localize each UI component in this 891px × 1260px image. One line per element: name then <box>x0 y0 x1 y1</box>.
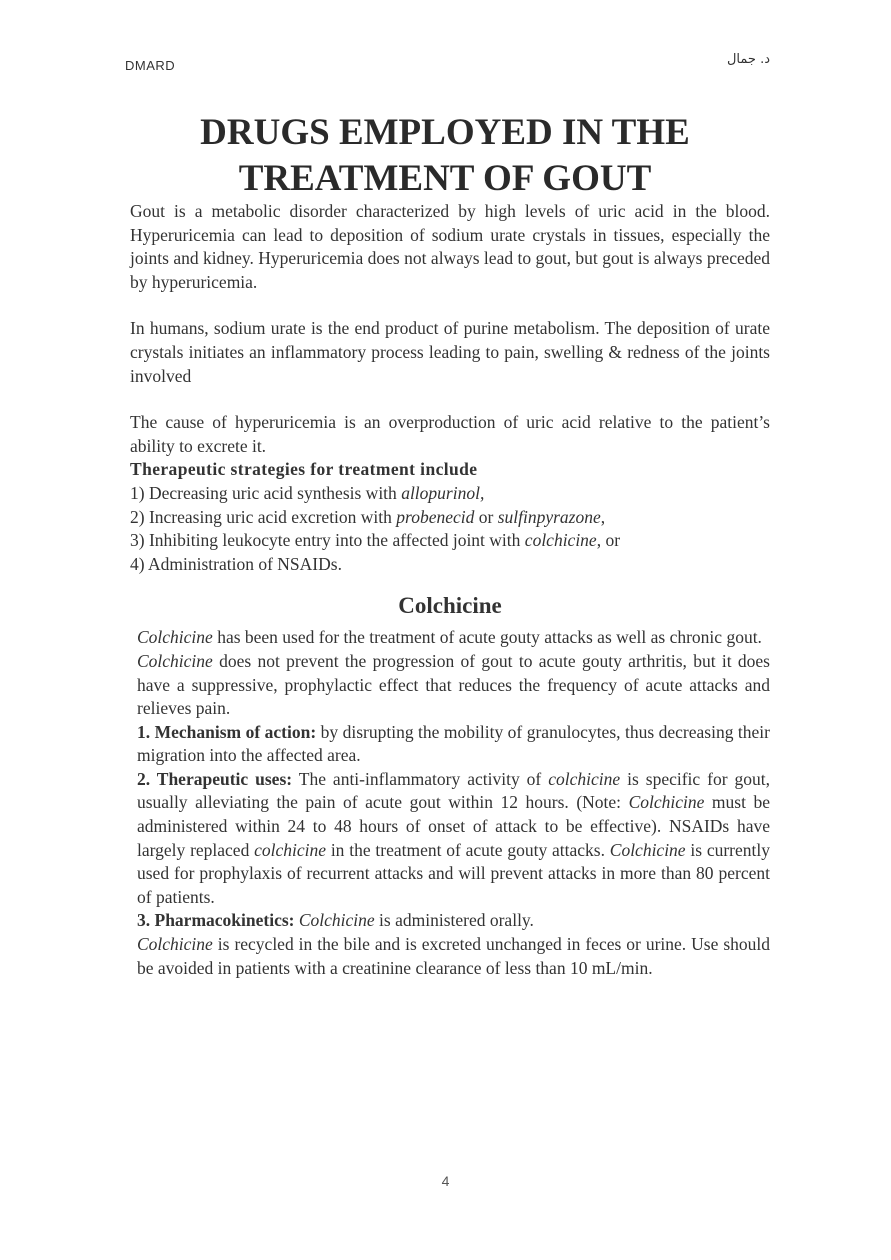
drug-name: Colchicine <box>628 792 705 813</box>
pharmacokinetics-paragraph <box>137 909 770 933</box>
header-author: د. جمال <box>726 52 770 67</box>
colchicine-paragraph-2 <box>137 650 770 721</box>
title-line-2: TREATMENT OF GOUT <box>238 158 652 199</box>
colchicine-heading: Colchicine <box>398 593 502 619</box>
title-line-1: DRUGS EMPLOYED IN THE <box>200 112 690 153</box>
drug-name: Colchicine <box>609 839 686 860</box>
paragraph-text: does not prevent the progression of gout to acute gouty arthritis, but it does have a suppressive, prophylactic effect that reduces the frequency of acute attacks and relieves pain. <box>137 650 770 719</box>
paragraph-text: in the treatment of acute gouty attacks. <box>326 839 610 860</box>
document-body <box>130 200 770 980</box>
page-title <box>100 110 790 202</box>
strategy-item-3 <box>130 529 770 553</box>
strategy-text: 1) Decreasing uric acid synthesis with <box>130 482 402 503</box>
strategy-connector: or <box>474 506 498 527</box>
page-number: 4 <box>441 1173 450 1189</box>
uses-label: 2. Therapeutic uses: <box>137 768 293 789</box>
strategies-heading: Therapeutic strategies for treatment include <box>130 459 478 480</box>
uses-paragraph <box>137 768 770 910</box>
strategy-item-2 <box>130 506 770 530</box>
strategy-item-1 <box>130 482 770 506</box>
intro-paragraph-2: In humans, sodium urate is the end product of purine metabolism. The deposition of urate crystals initiates an inflammatory process leading to pain, swelling & redness of the joints involved <box>130 318 770 386</box>
pharmacokinetics-paragraph-2 <box>137 933 770 980</box>
intro-paragraph-3: The cause of hyperuricemia is an overproduction of uric acid relative to the patient’s ability to excrete it. <box>130 412 770 456</box>
drug-name: Colchicine <box>298 910 375 931</box>
strategy-item-4 <box>130 553 770 577</box>
paragraph-text: is currently used for prophylaxis of recurrent attacks and will prevent attacks in more than 80 percent of patients. <box>137 839 771 907</box>
strategy-tail: , or <box>596 530 621 551</box>
colchicine-paragraph-1 <box>137 626 770 650</box>
header-course-label: DMARD <box>125 58 176 73</box>
paragraph-text: is specific for gout, usually alleviating the pain of acute gout within 12 hours. (Note: <box>137 768 771 813</box>
paragraph-text: is administered orally. <box>374 910 534 931</box>
drug-name: colchicine <box>524 530 597 551</box>
drug-name: sulfinpyrazone <box>497 506 601 527</box>
drug-name: colchicine <box>254 839 327 860</box>
colchicine-section <box>130 626 770 980</box>
drug-name: Colchicine <box>137 627 213 648</box>
strategy-text: 2) Increasing uric acid excretion with <box>130 506 397 527</box>
paragraph-text: is recycled in the bile and is excreted unchanged in feces or urine. Use should be avoided in patients with a creatinine clearance of less than 10 mL/min. <box>137 934 770 978</box>
drug-name: colchicine <box>548 768 621 789</box>
mechanism-label: 1. Mechanism of action: <box>137 721 317 742</box>
drug-name: allopurinol, <box>401 482 485 503</box>
strategy-text: 3) Inhibiting leukocyte entry into the affected joint with <box>130 530 525 551</box>
intro-paragraph-1: Gout is a metabolic disorder characterized by high levels of uric acid in the blood. Hyperuricemia can lead to deposition of sodium urate crystals in tissues, especially the joints and kidney. Hyperuricemia does not always lead to gout, but gout is always preceded by hyperuricemia. <box>130 201 770 292</box>
mechanism-paragraph <box>137 721 770 768</box>
drug-name: Colchicine <box>137 650 213 671</box>
paragraph-text: The anti-inflammatory activity of <box>292 768 549 789</box>
strategy-tail: , <box>600 506 606 527</box>
paragraph-text: by disrupting the mobility of granulocytes, thus decreasing their migration into the affected area. <box>137 721 770 766</box>
strategy-text: 4) Administration of NSAIDs. <box>130 553 342 574</box>
drug-name: probenecid <box>396 506 475 527</box>
paragraph-text: must be administered within 24 to 48 hours of onset of attack to be effective). NSAIDs have largely replaced <box>137 792 770 860</box>
drug-name: Colchicine <box>137 934 213 955</box>
pharmacokinetics-label: 3. Pharmacokinetics: <box>137 910 295 931</box>
paragraph-text: has been used for the treatment of acute gouty attacks as well as chronic gout. <box>212 627 762 648</box>
